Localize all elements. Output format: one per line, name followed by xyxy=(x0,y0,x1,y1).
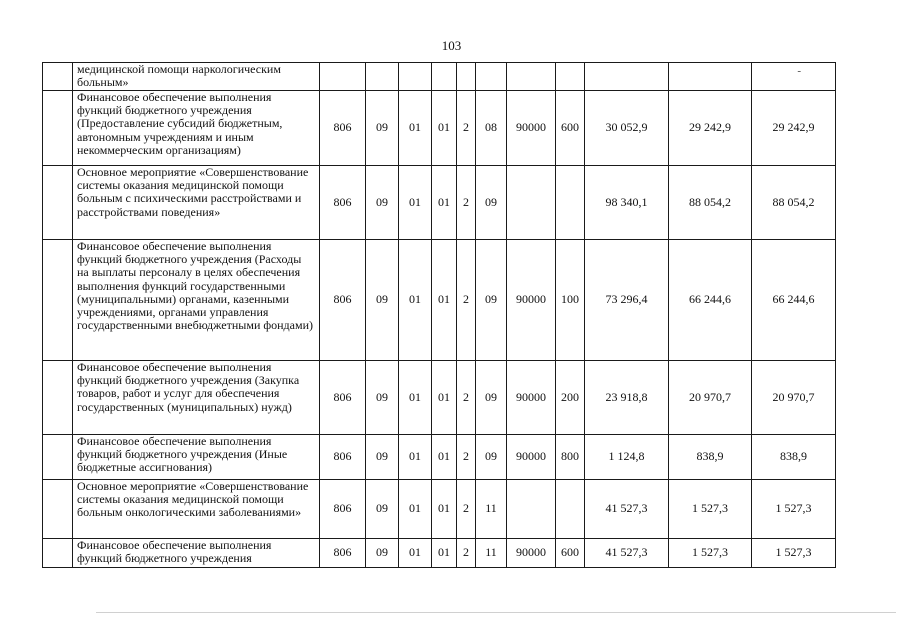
row-number-cell xyxy=(43,166,73,240)
ministry-code-cell: 806 xyxy=(320,91,366,166)
subprogram-code-cell: 2 xyxy=(457,166,476,240)
row-number-cell xyxy=(43,63,73,91)
description-cell: Финансовое обеспечение выполнения функций бюджетного учреждения (Иные бюджетные ассигнования) xyxy=(73,435,320,480)
program-code-cell: 01 xyxy=(432,361,457,435)
description-cell: Основное мероприятие «Совершенствование системы оказания медицинской помощи больным онкологическими заболеваниями» xyxy=(73,480,320,539)
amount-year3-cell: 1 527,3 xyxy=(752,539,836,568)
expense-type-cell xyxy=(556,480,585,539)
amount-year2-cell xyxy=(669,63,752,91)
amount-year3-cell: 20 970,7 xyxy=(752,361,836,435)
ministry-code-cell: 806 xyxy=(320,166,366,240)
budget-table xyxy=(42,62,836,568)
expense-type-cell: 800 xyxy=(556,435,585,480)
amount-year2-cell: 88 054,2 xyxy=(669,166,752,240)
direction-code-cell: 90000 xyxy=(507,240,556,361)
amount-year2-cell: 29 242,9 xyxy=(669,91,752,166)
subsection-code-cell: 01 xyxy=(399,91,432,166)
amount-year1-cell: 41 527,3 xyxy=(585,539,669,568)
program-code-cell: 01 xyxy=(432,539,457,568)
section-code-cell: 09 xyxy=(366,539,399,568)
subsection-code-cell: 01 xyxy=(399,361,432,435)
section-code-cell: 09 xyxy=(366,480,399,539)
amount-year3-cell xyxy=(752,63,836,91)
description-cell: Основное мероприятие «Совершенствование системы оказания медицинской помощи больным с психическими расстройствами и расстройствами поведения» xyxy=(73,166,320,240)
expense-type-cell: 600 xyxy=(556,539,585,568)
activity-code-cell: 11 xyxy=(476,480,507,539)
amount-year1-cell: 23 918,8 xyxy=(585,361,669,435)
ministry-code-cell: 806 xyxy=(320,435,366,480)
description-cell: Финансовое обеспечение выполнения функций бюджетного учреждения (Предоставление субсидий бюджетным, автономным учреждениям и иным некоммерческим организациям) xyxy=(73,91,320,166)
subprogram-code-cell: 2 xyxy=(457,361,476,435)
direction-code-cell xyxy=(507,63,556,91)
amount-year2-cell: 1 527,3 xyxy=(669,480,752,539)
expense-type-cell: 600 xyxy=(556,91,585,166)
table-row xyxy=(43,361,836,435)
row-number-cell xyxy=(43,480,73,539)
expense-type-cell xyxy=(556,166,585,240)
direction-code-cell xyxy=(507,480,556,539)
subsection-code-cell: 01 xyxy=(399,539,432,568)
description-cell: Финансовое обеспечение выполнения функций бюджетного учреждения xyxy=(73,539,320,568)
direction-code-cell: 90000 xyxy=(507,361,556,435)
table-row xyxy=(43,91,836,166)
ministry-code-cell: 806 xyxy=(320,539,366,568)
subsection-code-cell: 01 xyxy=(399,240,432,361)
row-number-cell xyxy=(43,240,73,361)
activity-code-cell: 09 xyxy=(476,166,507,240)
subsection-code-cell: 01 xyxy=(399,435,432,480)
description-cell: Финансовое обеспечение выполнения функций бюджетного учреждения (Закупка товаров, работ и услуг для обеспечения государственных (муниципальных) нужд) xyxy=(73,361,320,435)
amount-year2-cell: 838,9 xyxy=(669,435,752,480)
activity-code-cell: 09 xyxy=(476,240,507,361)
direction-code-cell: 90000 xyxy=(507,435,556,480)
amount-year3-cell: 838,9 xyxy=(752,435,836,480)
ministry-code-cell xyxy=(320,63,366,91)
activity-code-cell: 09 xyxy=(476,435,507,480)
program-code-cell xyxy=(432,63,457,91)
section-code-cell: 09 xyxy=(366,435,399,480)
subprogram-code-cell xyxy=(457,63,476,91)
amount-year2-cell: 1 527,3 xyxy=(669,539,752,568)
amount-year1-cell: 30 052,9 xyxy=(585,91,669,166)
table-row xyxy=(43,480,836,539)
amount-year2-cell: 66 244,6 xyxy=(669,240,752,361)
subsection-code-cell: 01 xyxy=(399,166,432,240)
direction-code-cell: 90000 xyxy=(507,91,556,166)
subprogram-code-cell: 2 xyxy=(457,480,476,539)
amount-year1-cell: 98 340,1 xyxy=(585,166,669,240)
amount-year1-cell: 41 527,3 xyxy=(585,480,669,539)
activity-code-cell xyxy=(476,63,507,91)
table-row xyxy=(43,166,836,240)
program-code-cell: 01 xyxy=(432,91,457,166)
amount-year1-cell xyxy=(585,63,669,91)
row-number-cell xyxy=(43,91,73,166)
amount-year1-cell: 73 296,4 xyxy=(585,240,669,361)
section-code-cell: 09 xyxy=(366,240,399,361)
subprogram-code-cell: 2 xyxy=(457,91,476,166)
table-row xyxy=(43,435,836,480)
description-cell: Финансовое обеспечение выполнения функций бюджетного учреждения (Расходы на выплаты персоналу в целях обеспечения выполнения функций государственными (муниципальными) органами, казенными учреждениями, органами управления государственными внебюджетными фондами) xyxy=(73,240,320,361)
expense-type-cell: 100 xyxy=(556,240,585,361)
section-code-cell: 09 xyxy=(366,361,399,435)
amount-year3-cell: 66 244,6 xyxy=(752,240,836,361)
ministry-code-cell: 806 xyxy=(320,240,366,361)
table-row xyxy=(43,63,836,91)
amount-year3-cell: 29 242,9 xyxy=(752,91,836,166)
amount-year2-cell: 20 970,7 xyxy=(669,361,752,435)
activity-code-cell: 11 xyxy=(476,539,507,568)
direction-code-cell: 90000 xyxy=(507,539,556,568)
direction-code-cell xyxy=(507,166,556,240)
activity-code-cell: 08 xyxy=(476,91,507,166)
expense-type-cell xyxy=(556,63,585,91)
program-code-cell: 01 xyxy=(432,435,457,480)
subprogram-code-cell: 2 xyxy=(457,539,476,568)
amount-year3-cell: 88 054,2 xyxy=(752,166,836,240)
section-code-cell xyxy=(366,63,399,91)
row-number-cell xyxy=(43,435,73,480)
table-row xyxy=(43,240,836,361)
row-number-cell xyxy=(43,361,73,435)
subprogram-code-cell: 2 xyxy=(457,240,476,361)
table-row xyxy=(43,539,836,568)
expense-type-cell: 200 xyxy=(556,361,585,435)
ministry-code-cell: 806 xyxy=(320,361,366,435)
section-code-cell: 09 xyxy=(366,166,399,240)
corner-mark: - xyxy=(797,65,801,77)
program-code-cell: 01 xyxy=(432,240,457,361)
subsection-code-cell xyxy=(399,63,432,91)
scan-artifact-line xyxy=(96,612,896,613)
section-code-cell: 09 xyxy=(366,91,399,166)
program-code-cell: 01 xyxy=(432,166,457,240)
activity-code-cell: 09 xyxy=(476,361,507,435)
row-number-cell xyxy=(43,539,73,568)
description-cell: медицинской помощи наркологическим больным» xyxy=(73,63,320,91)
amount-year1-cell: 1 124,8 xyxy=(585,435,669,480)
subsection-code-cell: 01 xyxy=(399,480,432,539)
amount-year3-cell: 1 527,3 xyxy=(752,480,836,539)
subprogram-code-cell: 2 xyxy=(457,435,476,480)
page-number: 103 xyxy=(441,38,462,53)
budget-table-body xyxy=(43,63,836,568)
program-code-cell: 01 xyxy=(432,480,457,539)
ministry-code-cell: 806 xyxy=(320,480,366,539)
